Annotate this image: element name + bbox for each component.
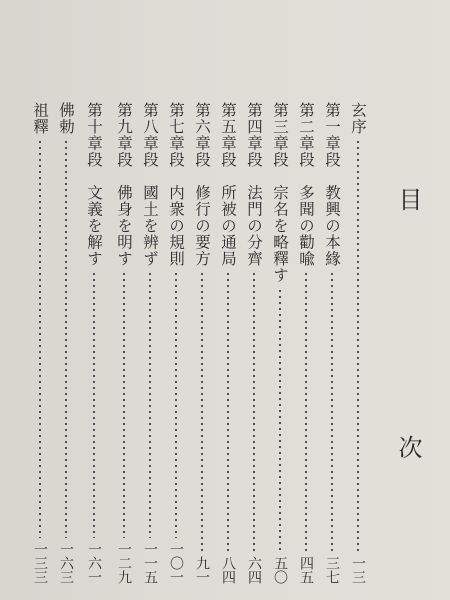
- toc-leader-dots: [357, 139, 359, 552]
- toc-entry-chapter-3: [268, 102, 292, 584]
- toc-leader-dots: [201, 271, 203, 552]
- toc-entry-label: 第一章段 教興の本緣: [323, 102, 341, 267]
- toc-entry-label: 第六章段 修行の要方: [193, 102, 211, 267]
- toc-entry-chapter-5: [216, 102, 240, 584]
- toc-entry-label: 祖釋: [31, 102, 49, 135]
- toc-entry-label: 第五章段 所被の通局: [219, 102, 237, 267]
- toc-entry-chapter-2: [294, 102, 318, 584]
- toc-leader-dots: [123, 271, 125, 538]
- toc-entry-chapter-9: [112, 102, 136, 584]
- toc-leader-dots: [305, 271, 307, 552]
- toc-entry-buddha-edict: [54, 102, 78, 584]
- toc-entry-page: 八四: [220, 556, 236, 584]
- toc-entry-chapter-4: [242, 102, 266, 584]
- toc-entry-page: 六四: [246, 556, 262, 584]
- toc-leader-dots: [331, 271, 333, 552]
- toc-entry-label: 第八章段 國土を辨ず: [141, 102, 159, 267]
- toc-entry-page: 四五: [298, 556, 314, 584]
- toc-leader-dots: [227, 271, 229, 552]
- toc-heading-first-char: 目: [394, 187, 422, 211]
- toc-entry-label: 第四章段 法門の分齊: [245, 102, 263, 267]
- toc-heading-second-char: 次: [394, 435, 422, 459]
- toc-entry-page: 一六一: [86, 542, 102, 584]
- toc-entry-label: 第七章段 内衆の規則: [167, 102, 185, 267]
- toc-entry-label: 玄序: [349, 102, 367, 135]
- toc-entry-page: 一一五: [142, 542, 158, 584]
- toc-leader-dots: [149, 271, 151, 538]
- toc-entry-preface: [346, 102, 370, 584]
- toc-entry-label: 第三章段 宗名を略釋す: [271, 102, 289, 284]
- toc-entry-chapter-10: [82, 102, 106, 584]
- toc-entry-chapter-8: [138, 102, 162, 584]
- toc-entry-chapter-7: [164, 102, 188, 584]
- toc-entry-page: 一二九: [116, 542, 132, 584]
- toc-entry-label: 第二章段 多聞の勸喩: [297, 102, 315, 267]
- toc-entry-patriarch-commentary: [28, 102, 52, 584]
- toc-entry-page: 一六三: [58, 542, 74, 584]
- toc-entry-chapter-6: [190, 102, 214, 584]
- toc-entry-label: 佛勅: [57, 102, 75, 135]
- toc-entry-page: 一三: [350, 556, 366, 584]
- toc-entry-label: 第十章段 文義を解す: [85, 102, 103, 267]
- toc-leader-dots: [93, 271, 95, 538]
- toc-entry-page: 三七: [324, 556, 340, 584]
- toc-leader-dots: [175, 271, 177, 538]
- toc-entry-page: 一三三: [32, 542, 48, 584]
- toc-leader-dots: [65, 139, 67, 538]
- toc-leader-dots: [279, 288, 281, 553]
- toc-entry-page: 一〇一: [168, 542, 184, 584]
- toc-entry-page: 九一: [194, 556, 210, 584]
- toc-entry-page: 五〇: [272, 556, 288, 584]
- toc-leader-dots: [39, 139, 41, 538]
- toc-entry-label: 第九章段 佛身を明す: [115, 102, 133, 267]
- toc-entry-chapter-1: [320, 102, 344, 584]
- toc-leader-dots: [253, 271, 255, 552]
